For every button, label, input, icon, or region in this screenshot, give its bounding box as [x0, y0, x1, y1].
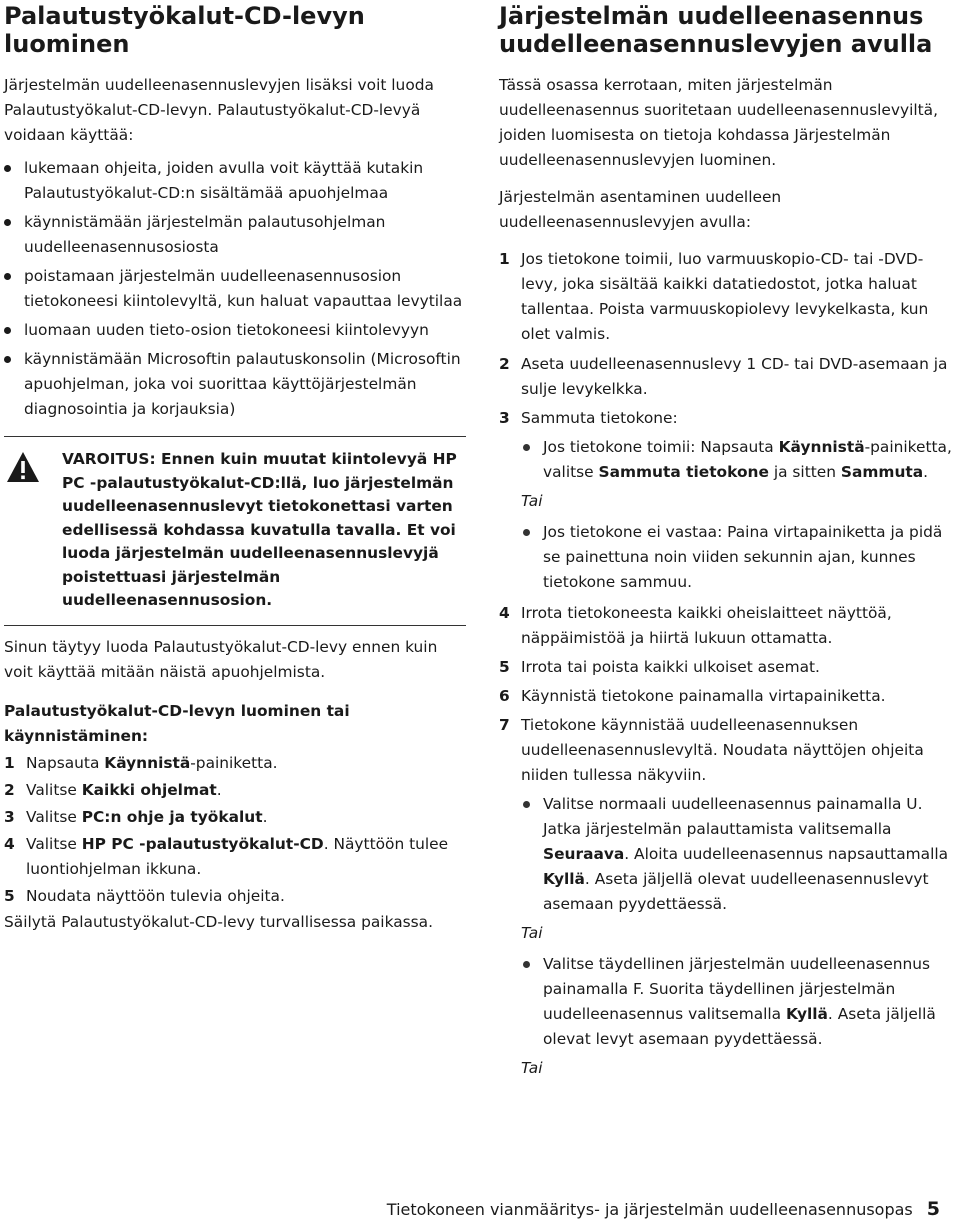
step-item: 4 Irrota tietokoneesta kaikki oheislaitteet näyttöä, näppäimistöä ja hiirtä lukuun ottamatta.	[499, 604, 892, 647]
bullet-icon	[4, 356, 11, 363]
reinstall-steps	[499, 247, 955, 1081]
bullet-icon	[4, 219, 11, 226]
warning-text: VAROITUS: Ennen kuin muutat kiintolevyä HP PC -palautustyökalut-CD:llä, luo järjestelmän uudelleenasennuslevyt tietokonettasi varten edellisessä kohdassa kuvatulla tavalla. Et voi luoda järjestelmän uudelleenasennuslevyjä poistettuasi järjestelmän uudelleenasennusosion.	[62, 450, 457, 609]
bullet-icon	[523, 961, 530, 968]
or-label: Tai	[521, 492, 543, 510]
ui-term: Käynnistä	[104, 753, 191, 772]
warning-icon	[6, 451, 40, 483]
step-item: 5 Noudata näyttöön tulevia ohjeita.	[4, 886, 285, 905]
step-item: 6 Käynnistä tietokone painamalla virtapainiketta.	[499, 687, 886, 705]
step-item: 3 Sammuta tietokone: Jos tietokone toimii: Napsauta Käynnistä-painiketta, valitse Sammuta tietokone ja sitten Sammuta. Tai Jos tietokone ei vastaa: Paina virtapainiketta ja pidä se painettuna noin viiden sekunnin ajan, kunnes tietokone sammuu.	[499, 406, 955, 595]
list-item: poistamaan järjestelmän uudelleenasennusosion tietokoneesi kiintolevyltä, kun haluat vapauttaa levytilaa	[4, 264, 466, 314]
step-item: 7 Tietokone käynnistää uudelleenasennuksen uudelleenasennuslevyltä. Noudata näyttöjen ohjeita niiden tullessa näkyviin. Valitse normaali uudelleenasennus painamalla U. Jatka järjestelmän palauttamista valitsemalla Seuraava. Aloita uudelleenasennus napsauttamalla Kyllä. Aseta jäljellä olevat uudelleenasennuslevyt asemaan pyydettäessä. Tai Valitse täydellinen järjestelmän uudelleenasennus painamalla F. Suorita täydellinen järjestelmän uudelleenasennus valitsemalla Kyllä. Aseta jäljellä olevat levyt asemaan pyydettäessä. Tai	[499, 713, 955, 1081]
step-item: 2 Valitse Kaikki ohjelmat.	[4, 780, 222, 799]
page-number: 5	[926, 1198, 940, 1220]
intro-paragraph: Järjestelmän uudelleenasennuslevyjen lisäksi voit luoda Palautustyökalut-CD-levyn. Palautustyökalut-CD-levyä voidaan käyttää:	[4, 76, 434, 144]
step-item: 2 Aseta uudelleenasennuslevy 1 CD- tai DVD-asemaan ja sulje levykelkka.	[499, 355, 948, 398]
lead-paragraph: Järjestelmän asentaminen uudelleen uudelleenasennuslevyjen avulla:	[499, 188, 782, 231]
uses-list	[4, 156, 466, 422]
step-item: 3 Valitse PC:n ohje ja työkalut.	[4, 807, 268, 826]
step7-options-2	[521, 952, 955, 1052]
subheading: Palautustyökalut-CD-levyn luominen tai käynnistäminen:	[4, 701, 350, 745]
list-item: lukemaan ohjeita, joiden avulla voit käyttää kutakin Palautustyökalut-CD:n sisältämää apuohjelmaa	[4, 156, 466, 206]
list-item: Valitse täydellinen järjestelmän uudelleenasennus painamalla F. Suorita täydellinen järjestelmän uudelleenasennus valitsemalla Kyllä. Aseta jäljellä olevat levyt asemaan pyydettäessä.	[521, 952, 955, 1052]
list-item: käynnistämään järjestelmän palautusohjelman uudelleenasennusosiosta	[4, 210, 466, 260]
footer-title: Tietokoneen vianmääritys- ja järjestelmän uudelleenasennusopas	[386, 1200, 913, 1219]
bullet-icon	[523, 444, 530, 451]
left-column	[4, 0, 466, 935]
bullet-icon	[523, 529, 530, 536]
step7-options	[521, 792, 955, 917]
list-item: Jos tietokone toimii: Napsauta Käynnistä-painiketta, valitse Sammuta tietokone ja sitten Sammuta.	[521, 435, 955, 485]
section-title-reinstall: Järjestelmän uudelleenasennus uudelleenasennuslevyjen avulla	[499, 2, 933, 58]
step-item: 5 Irrota tai poista kaikki ulkoiset asemat.	[499, 658, 820, 676]
ui-term: Kaikki ohjelmat	[81, 780, 217, 799]
step-item: 4 Valitse HP PC -palautustyökalut-CD. Näyttöön tulee luontiohjelman ikkuna.	[4, 834, 449, 878]
step3-options-2	[521, 520, 955, 595]
or-label: Tai	[521, 924, 543, 942]
intro-paragraph: Tässä osassa kerrotaan, miten järjestelmän uudelleenasennus suoritetaan uudelleenasennuslevyiltä, joiden luomisesta on tietoja kohdassa Järjestelmän uudelleenasennuslevyjen luominen.	[499, 76, 938, 169]
bullet-icon	[523, 801, 530, 808]
step-item: 1 Napsauta Käynnistä-painiketta.	[4, 753, 278, 772]
ui-term: HP PC -palautustyökalut-CD	[81, 834, 324, 853]
note-paragraph: Sinun täytyy luoda Palautustyökalut-CD-levy ennen kuin voit käyttää mitään näistä apuohjelmista.	[4, 637, 438, 681]
page-footer	[380, 1197, 940, 1222]
warning-box	[4, 436, 466, 626]
list-item: Jos tietokone ei vastaa: Paina virtapainiketta ja pidä se painettuna noin viiden sekunnin ajan, kunnes tietokone sammuu.	[521, 520, 955, 595]
ui-term: PC:n ohje ja työkalut	[81, 807, 263, 826]
list-item: käynnistämään Microsoftin palautuskonsolin (Microsoftin apuohjelman, joka voi suorittaa käyttöjärjestelmän diagnosointia ja korjauksia)	[4, 347, 466, 422]
closing-paragraph: Säilytä Palautustyökalut-CD-levy turvallisessa paikassa.	[4, 912, 434, 931]
step3-options	[521, 435, 955, 485]
or-label: Tai	[521, 1059, 543, 1077]
list-item: Valitse normaali uudelleenasennus painamalla U. Jatka järjestelmän palauttamista valitsemalla Seuraava. Aloita uudelleenasennus napsauttamalla Kyllä. Aseta jäljellä olevat uudelleenasennuslevyt asemaan pyydettäessä.	[521, 792, 955, 917]
bullet-icon	[4, 273, 11, 280]
section-title-recovery-tools: Palautustyökalut-CD-levyn luominen	[4, 2, 365, 58]
bullet-icon	[4, 327, 11, 334]
right-column	[499, 0, 955, 1081]
step-item: 1 Jos tietokone toimii, luo varmuuskopio-CD- tai -DVD-levy, joka sisältää kaikki datatiedostot, jotka haluat tallentaa. Poista varmuuskopiolevy levykelkasta, kun olet valmis.	[499, 250, 929, 343]
list-item: luomaan uuden tieto-osion tietokoneesi kiintolevyyn	[4, 318, 466, 343]
bullet-icon	[4, 165, 11, 172]
creation-steps	[4, 751, 466, 909]
